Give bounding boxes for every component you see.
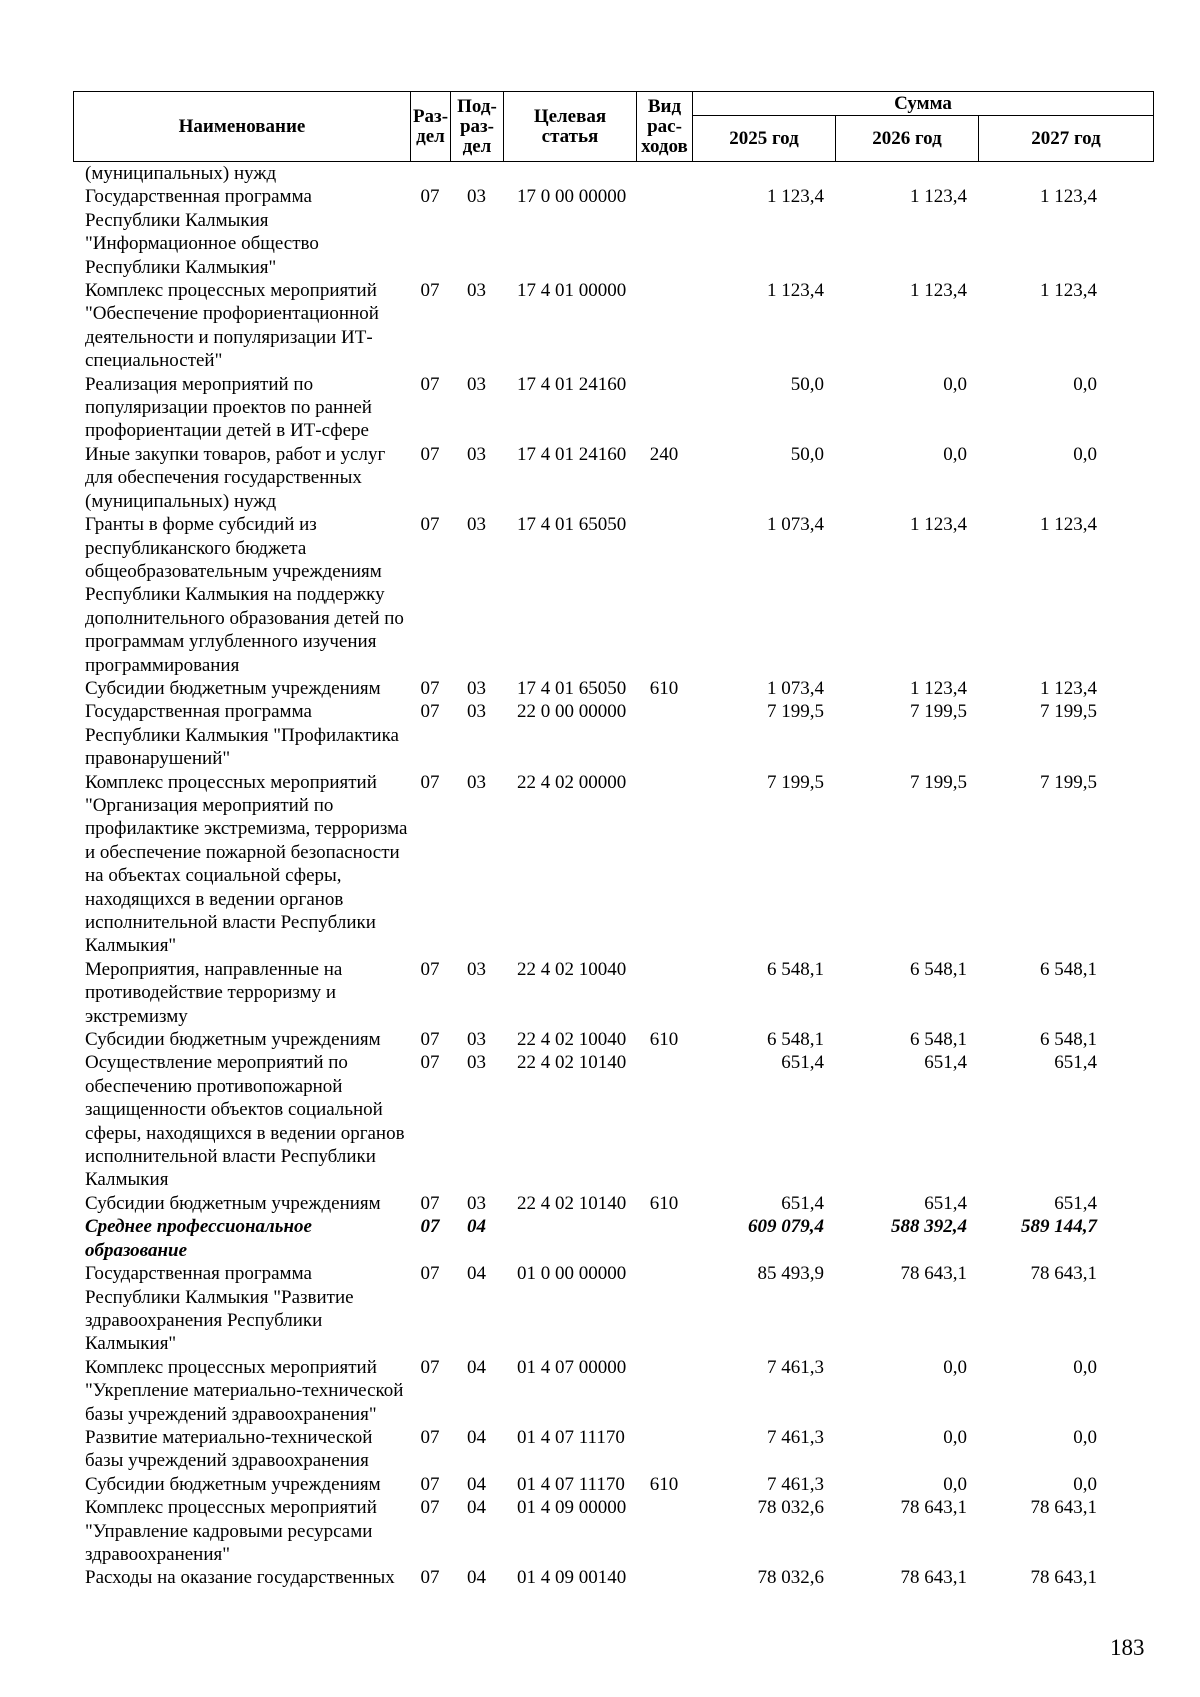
cell-a: 6 548,1 <box>767 958 824 980</box>
cell-name: Комплекс процессных мероприятий "Организация мероприятий по профилактике экстремизма, терроризма и обеспечение пожарной безопасности на объектах социальной сферы, находящихся в ведении органов исполнительной власти Республики Калмыкия" <box>85 771 408 957</box>
cell-p: 03 <box>467 186 486 208</box>
cell-b: 7 199,5 <box>910 771 967 793</box>
cell-v: 610 <box>649 1192 679 1214</box>
cell-v: 610 <box>649 1029 679 1051</box>
cell-name: Государственная программа Республики Калмыкия "Информационное общество Республики Калмыкия" <box>85 186 319 278</box>
cell-c: 1 123,4 <box>1040 186 1097 208</box>
cell-p: 04 <box>467 1426 486 1448</box>
cell-p: 03 <box>467 280 486 302</box>
table-row <box>73 958 1153 1028</box>
cell-b: 0,0 <box>943 373 967 395</box>
cell-name: Комплекс процессных мероприятий "Обеспечение профориентационной деятельности и популяризации ИТ-специальностей" <box>85 280 379 372</box>
cell-r: 07 <box>420 1192 440 1214</box>
cell-name: Государственная программа Республики Калмыкия "Развитие здравоохранения Республики Калмыкия" <box>85 1263 354 1355</box>
table-row <box>73 1473 1153 1496</box>
table-row <box>73 1262 1153 1356</box>
cell-b: 1 123,4 <box>910 514 967 536</box>
cell-b: 6 548,1 <box>910 958 967 980</box>
cell-p: 04 <box>467 1497 486 1519</box>
cell-v: 610 <box>649 1473 679 1495</box>
cell-p: 03 <box>467 373 486 395</box>
header-summa: Сумма <box>693 92 1154 116</box>
cell-b: 651,4 <box>924 1052 967 1074</box>
cell-b: 78 643,1 <box>900 1567 967 1589</box>
cell-name: Субсидии бюджетным учреждениям <box>85 1192 381 1214</box>
cell-b: 588 392,4 <box>891 1216 967 1238</box>
cell-r: 07 <box>420 1052 440 1074</box>
table-row <box>73 443 1153 513</box>
cell-r: 07 <box>420 1029 440 1051</box>
table-row <box>73 1496 1153 1566</box>
cell-b: 6 548,1 <box>910 1029 967 1051</box>
cell-name: Государственная программа Республики Калмыкия "Профилактика правонарушений" <box>85 701 399 770</box>
cell-r: 07 <box>420 1567 440 1589</box>
cell-r: 07 <box>420 186 440 208</box>
cell-p: 03 <box>467 677 486 699</box>
cell-c: 651,4 <box>1054 1052 1097 1074</box>
cell-b: 1 123,4 <box>910 677 967 699</box>
cell-name: Субсидии бюджетным учреждениям <box>85 1473 381 1495</box>
cell-r: 07 <box>420 958 440 980</box>
cell-p: 03 <box>467 1052 486 1074</box>
cell-b: 78 643,1 <box>900 1263 967 1285</box>
table-row <box>73 700 1153 770</box>
cell-s: 17 4 01 24160 <box>517 443 627 465</box>
table-row <box>73 279 1153 373</box>
budget-page <box>73 91 1153 1590</box>
cell-s: 17 4 01 65050 <box>517 514 627 536</box>
cell-r: 07 <box>420 701 440 723</box>
header-podrazdel: Под- раз- дел <box>451 92 504 162</box>
cell-s: 22 4 02 10040 <box>517 958 627 980</box>
cell-c: 78 643,1 <box>1030 1497 1097 1519</box>
cell-r: 07 <box>420 1473 440 1495</box>
cell-a: 1 123,4 <box>767 280 824 302</box>
cell-s: 22 4 02 10040 <box>517 1029 627 1051</box>
cell-r: 07 <box>420 514 440 536</box>
cell-p: 03 <box>467 1192 486 1214</box>
cell-s: 17 4 01 65050 <box>517 677 627 699</box>
cell-a: 609 079,4 <box>748 1216 824 1238</box>
table-header <box>73 91 1154 162</box>
cell-name: (муниципальных) нужд <box>85 163 277 184</box>
table-row <box>73 373 1153 443</box>
table-row <box>73 677 1153 700</box>
cell-a: 78 032,6 <box>757 1567 824 1589</box>
cell-s: 17 4 01 00000 <box>517 280 627 302</box>
cell-a: 6 548,1 <box>767 1029 824 1051</box>
table-row <box>73 1051 1153 1191</box>
table-row <box>73 162 1153 185</box>
cell-a: 7 199,5 <box>767 771 824 793</box>
cell-b: 1 123,4 <box>910 280 967 302</box>
cell-v: 240 <box>649 443 679 465</box>
cell-p: 03 <box>467 771 486 793</box>
cell-p: 04 <box>467 1263 486 1285</box>
header-2025: 2025 год <box>693 116 836 162</box>
cell-b: 651,4 <box>924 1192 967 1214</box>
cell-a: 7 461,3 <box>767 1426 824 1448</box>
cell-a: 85 493,9 <box>757 1263 824 1285</box>
cell-name: Гранты в форме субсидий из республиканского бюджета общеобразовательным учреждениям Республики Калмыкия на поддержку дополнительного образования детей по программам углубленного изучения программирования <box>85 514 404 676</box>
cell-s: 01 0 00 00000 <box>517 1263 627 1285</box>
cell-s: 17 4 01 24160 <box>517 373 627 395</box>
cell-c: 78 643,1 <box>1030 1263 1097 1285</box>
cell-b: 0,0 <box>943 1356 967 1378</box>
cell-c: 78 643,1 <box>1030 1567 1097 1589</box>
cell-a: 651,4 <box>781 1052 824 1074</box>
cell-p: 03 <box>467 443 486 465</box>
header-name: Наименование <box>74 92 411 162</box>
cell-r: 07 <box>420 1497 440 1519</box>
page-number: 183 <box>1110 1635 1145 1660</box>
cell-name: Мероприятия, направленные на противодействие терроризму и экстремизму <box>85 958 343 1027</box>
cell-c: 0,0 <box>1073 1473 1097 1495</box>
header-vid: Вид рас- ходов <box>637 92 693 162</box>
cell-s: 17 0 00 00000 <box>517 186 627 208</box>
cell-c: 1 123,4 <box>1040 677 1097 699</box>
cell-s: 01 4 07 00000 <box>517 1356 627 1378</box>
cell-s: 01 4 09 00000 <box>517 1497 627 1519</box>
table-row <box>73 1192 1153 1215</box>
cell-name: Среднее профессиональное образование <box>85 1216 312 1261</box>
cell-a: 50,0 <box>790 443 824 465</box>
cell-s: 01 4 07 11170 <box>517 1426 625 1448</box>
table-row <box>73 1215 1153 1262</box>
cell-r: 07 <box>420 677 440 699</box>
cell-c: 0,0 <box>1073 373 1097 395</box>
cell-s: 22 4 02 10140 <box>517 1052 627 1074</box>
cell-name: Реализация мероприятий по популяризации проектов по ранней профориентации детей в ИТ-сфере <box>85 373 372 442</box>
cell-r: 07 <box>420 771 440 793</box>
cell-p: 04 <box>467 1216 486 1238</box>
cell-name: Комплекс процессных мероприятий "Укрепление материально-технической базы учреждений здравоохранения" <box>85 1356 404 1425</box>
cell-a: 7 461,3 <box>767 1473 824 1495</box>
cell-c: 589 144,7 <box>1021 1216 1097 1238</box>
cell-c: 0,0 <box>1073 1356 1097 1378</box>
table-row <box>73 185 1153 279</box>
cell-b: 7 199,5 <box>910 701 967 723</box>
cell-b: 78 643,1 <box>900 1497 967 1519</box>
cell-a: 7 461,3 <box>767 1356 824 1378</box>
table-row <box>73 771 1153 958</box>
cell-a: 1 073,4 <box>767 514 824 536</box>
cell-name: Расходы на оказание государственных <box>85 1567 395 1589</box>
cell-b: 1 123,4 <box>910 186 967 208</box>
table-row <box>73 1566 1153 1589</box>
header-2026: 2026 год <box>836 116 979 162</box>
cell-p: 04 <box>467 1567 486 1589</box>
cell-c: 7 199,5 <box>1040 701 1097 723</box>
cell-s: 01 4 07 11170 <box>517 1473 625 1495</box>
cell-p: 03 <box>467 958 486 980</box>
cell-r: 07 <box>420 443 440 465</box>
cell-name: Иные закупки товаров, работ и услуг для обеспечения государственных (муниципальных) нужд <box>85 443 386 512</box>
header-statya: Целевая статья <box>504 92 637 162</box>
cell-s: 22 4 02 10140 <box>517 1192 627 1214</box>
cell-name: Комплекс процессных мероприятий "Управление кадровыми ресурсами здравоохранения" <box>85 1497 377 1565</box>
cell-name: Развитие материально-технической базы учреждений здравоохранения <box>85 1426 373 1472</box>
cell-v: 610 <box>649 677 679 699</box>
cell-a: 1 073,4 <box>767 677 824 699</box>
cell-p: 03 <box>467 701 486 723</box>
table-row <box>73 1426 1153 1473</box>
cell-r: 07 <box>420 1356 440 1378</box>
cell-c: 6 548,1 <box>1040 958 1097 980</box>
cell-name: Субсидии бюджетным учреждениям <box>85 1029 381 1051</box>
cell-r: 07 <box>420 280 440 302</box>
cell-s: 01 4 09 00140 <box>517 1567 627 1589</box>
cell-p: 04 <box>467 1356 486 1378</box>
table-row <box>73 1028 1153 1051</box>
cell-a: 78 032,6 <box>757 1497 824 1519</box>
cell-b: 0,0 <box>943 1426 967 1448</box>
cell-b: 0,0 <box>943 1473 967 1495</box>
cell-s: 22 0 00 00000 <box>517 701 627 723</box>
header-2027: 2027 год <box>979 116 1154 162</box>
table-row <box>73 1356 1153 1426</box>
cell-c: 7 199,5 <box>1040 771 1097 793</box>
cell-p: 04 <box>467 1473 486 1495</box>
cell-name: Осуществление мероприятий по обеспечению противопожарной защищенности объектов социальной сферы, находящихся в ведении органов исполнительной власти Республики Калмыкия <box>85 1052 405 1191</box>
cell-r: 07 <box>420 1426 440 1448</box>
header-razdel: Раз- дел <box>411 92 451 162</box>
cell-a: 1 123,4 <box>767 186 824 208</box>
cell-r: 07 <box>420 373 440 395</box>
cell-c: 0,0 <box>1073 1426 1097 1448</box>
cell-a: 7 199,5 <box>767 701 824 723</box>
cell-p: 03 <box>467 1029 486 1051</box>
cell-s: 22 4 02 00000 <box>517 771 627 793</box>
cell-a: 50,0 <box>790 373 824 395</box>
cell-c: 0,0 <box>1073 443 1097 465</box>
cell-p: 03 <box>467 514 486 536</box>
cell-c: 651,4 <box>1054 1192 1097 1214</box>
cell-r: 07 <box>420 1263 440 1285</box>
cell-name: Субсидии бюджетным учреждениям <box>85 677 381 699</box>
table-row <box>73 513 1153 677</box>
cell-b: 0,0 <box>943 443 967 465</box>
table-body <box>73 162 1153 1590</box>
cell-a: 651,4 <box>781 1192 824 1214</box>
cell-r: 07 <box>420 1216 440 1238</box>
cell-c: 1 123,4 <box>1040 280 1097 302</box>
cell-c: 1 123,4 <box>1040 514 1097 536</box>
cell-c: 6 548,1 <box>1040 1029 1097 1051</box>
